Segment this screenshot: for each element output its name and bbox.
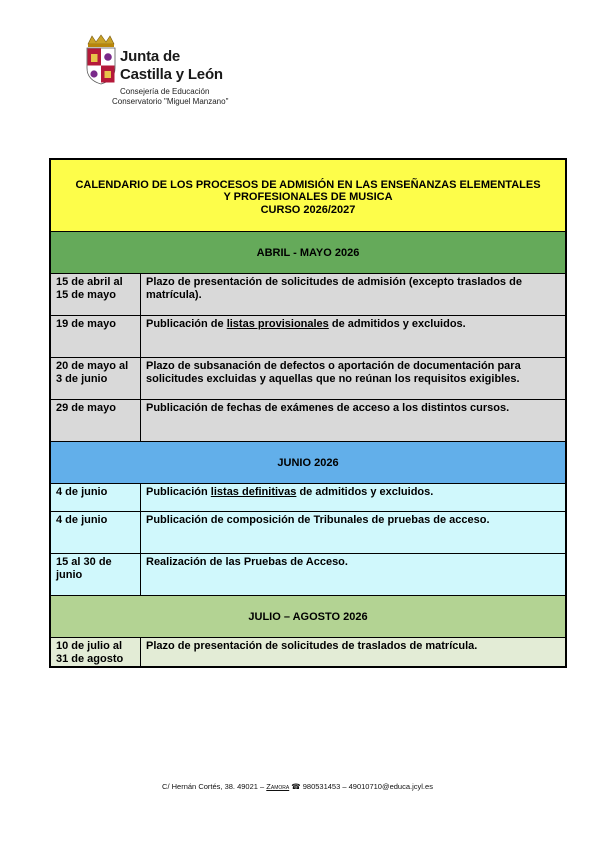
row-description: Plazo de subsanación de defectos o aportación de documentación para solicitudes excluidas y aquellas que no reúnan los requisitos exigibles. — [146, 360, 521, 385]
row-description: Plazo de presentación de solicitudes de traslados de matrícula. — [146, 640, 478, 652]
row-description: Publicación listas definitivas de admitidos y excluidos. — [146, 486, 434, 498]
department-name: Consejería de Educación — [120, 87, 210, 96]
row-date: 19 de mayo — [51, 316, 141, 357]
row-description: Realización de las Pruebas de Acceso. — [146, 556, 348, 568]
row-description: Publicación de listas provisionales de admitidos y excluidos. — [146, 318, 466, 330]
table-title-line3: CURSO 2026/2027 — [260, 203, 356, 216]
table-row — [51, 638, 565, 666]
table-row — [51, 358, 565, 400]
footer-city: Zamora — [266, 782, 290, 791]
section-header-julio-agosto — [51, 596, 565, 638]
table-title — [51, 175, 565, 217]
table-row — [51, 512, 565, 554]
row-date: 15 al 30 de junio — [51, 554, 141, 595]
provisional-lists-link[interactable]: listas provisionales — [226, 318, 329, 330]
section-heading: ABRIL - MAYO 2026 — [256, 246, 360, 259]
table-row — [51, 484, 565, 512]
final-lists-link[interactable]: listas definitivas — [210, 486, 297, 498]
row-date: 29 de mayo — [51, 400, 141, 441]
section-header-abril-mayo — [51, 232, 565, 274]
admission-calendar-table — [49, 158, 567, 668]
table-row — [51, 274, 565, 316]
institution-logo — [84, 34, 284, 114]
row-date: 4 de junio — [51, 484, 141, 511]
table-row — [51, 554, 565, 596]
page-footer — [0, 782, 595, 791]
footer-address: C/ Hernán Cortés, 38. 49021 – — [162, 782, 267, 791]
row-description: Publicación de fechas de exámenes de acceso a los distintos cursos. — [146, 402, 510, 414]
table-title-line2: Y PROFESIONALES DE MUSICA — [223, 191, 393, 204]
table-row — [51, 316, 565, 358]
table-title-line1: CALENDARIO DE LOS PROCESOS DE ADMISIÓN EN LAS ENSEÑANZAS ELEMENTALES — [75, 178, 541, 191]
footer-contact: 980531453 – 49010710@educa.jcyl.es — [300, 782, 433, 791]
school-name: Conservatorio "Miguel Manzano" — [112, 97, 229, 106]
org-name-line1: Junta de — [120, 48, 181, 65]
row-date: 20 de mayo al 3 de junio — [51, 358, 141, 399]
row-description: Plazo de presentación de solicitudes de admisión (excepto traslados de matrícula). — [146, 276, 522, 301]
table-title-row — [51, 160, 565, 232]
row-description: Publicación de composición de Tribunales de pruebas de acceso. — [146, 514, 490, 526]
table-row — [51, 400, 565, 442]
coat-of-arms-icon — [84, 34, 118, 86]
phone-icon: ☎ — [291, 782, 301, 791]
row-date: 15 de abril al 15 de mayo — [51, 274, 141, 315]
section-heading: JUNIO 2026 — [277, 456, 339, 469]
section-header-junio — [51, 442, 565, 484]
row-date: 4 de junio — [51, 512, 141, 553]
row-date: 10 de julio al 31 de agosto — [51, 638, 141, 666]
section-heading: JULIO – AGOSTO 2026 — [248, 610, 368, 623]
org-name-line2: Castilla y León — [120, 66, 223, 83]
